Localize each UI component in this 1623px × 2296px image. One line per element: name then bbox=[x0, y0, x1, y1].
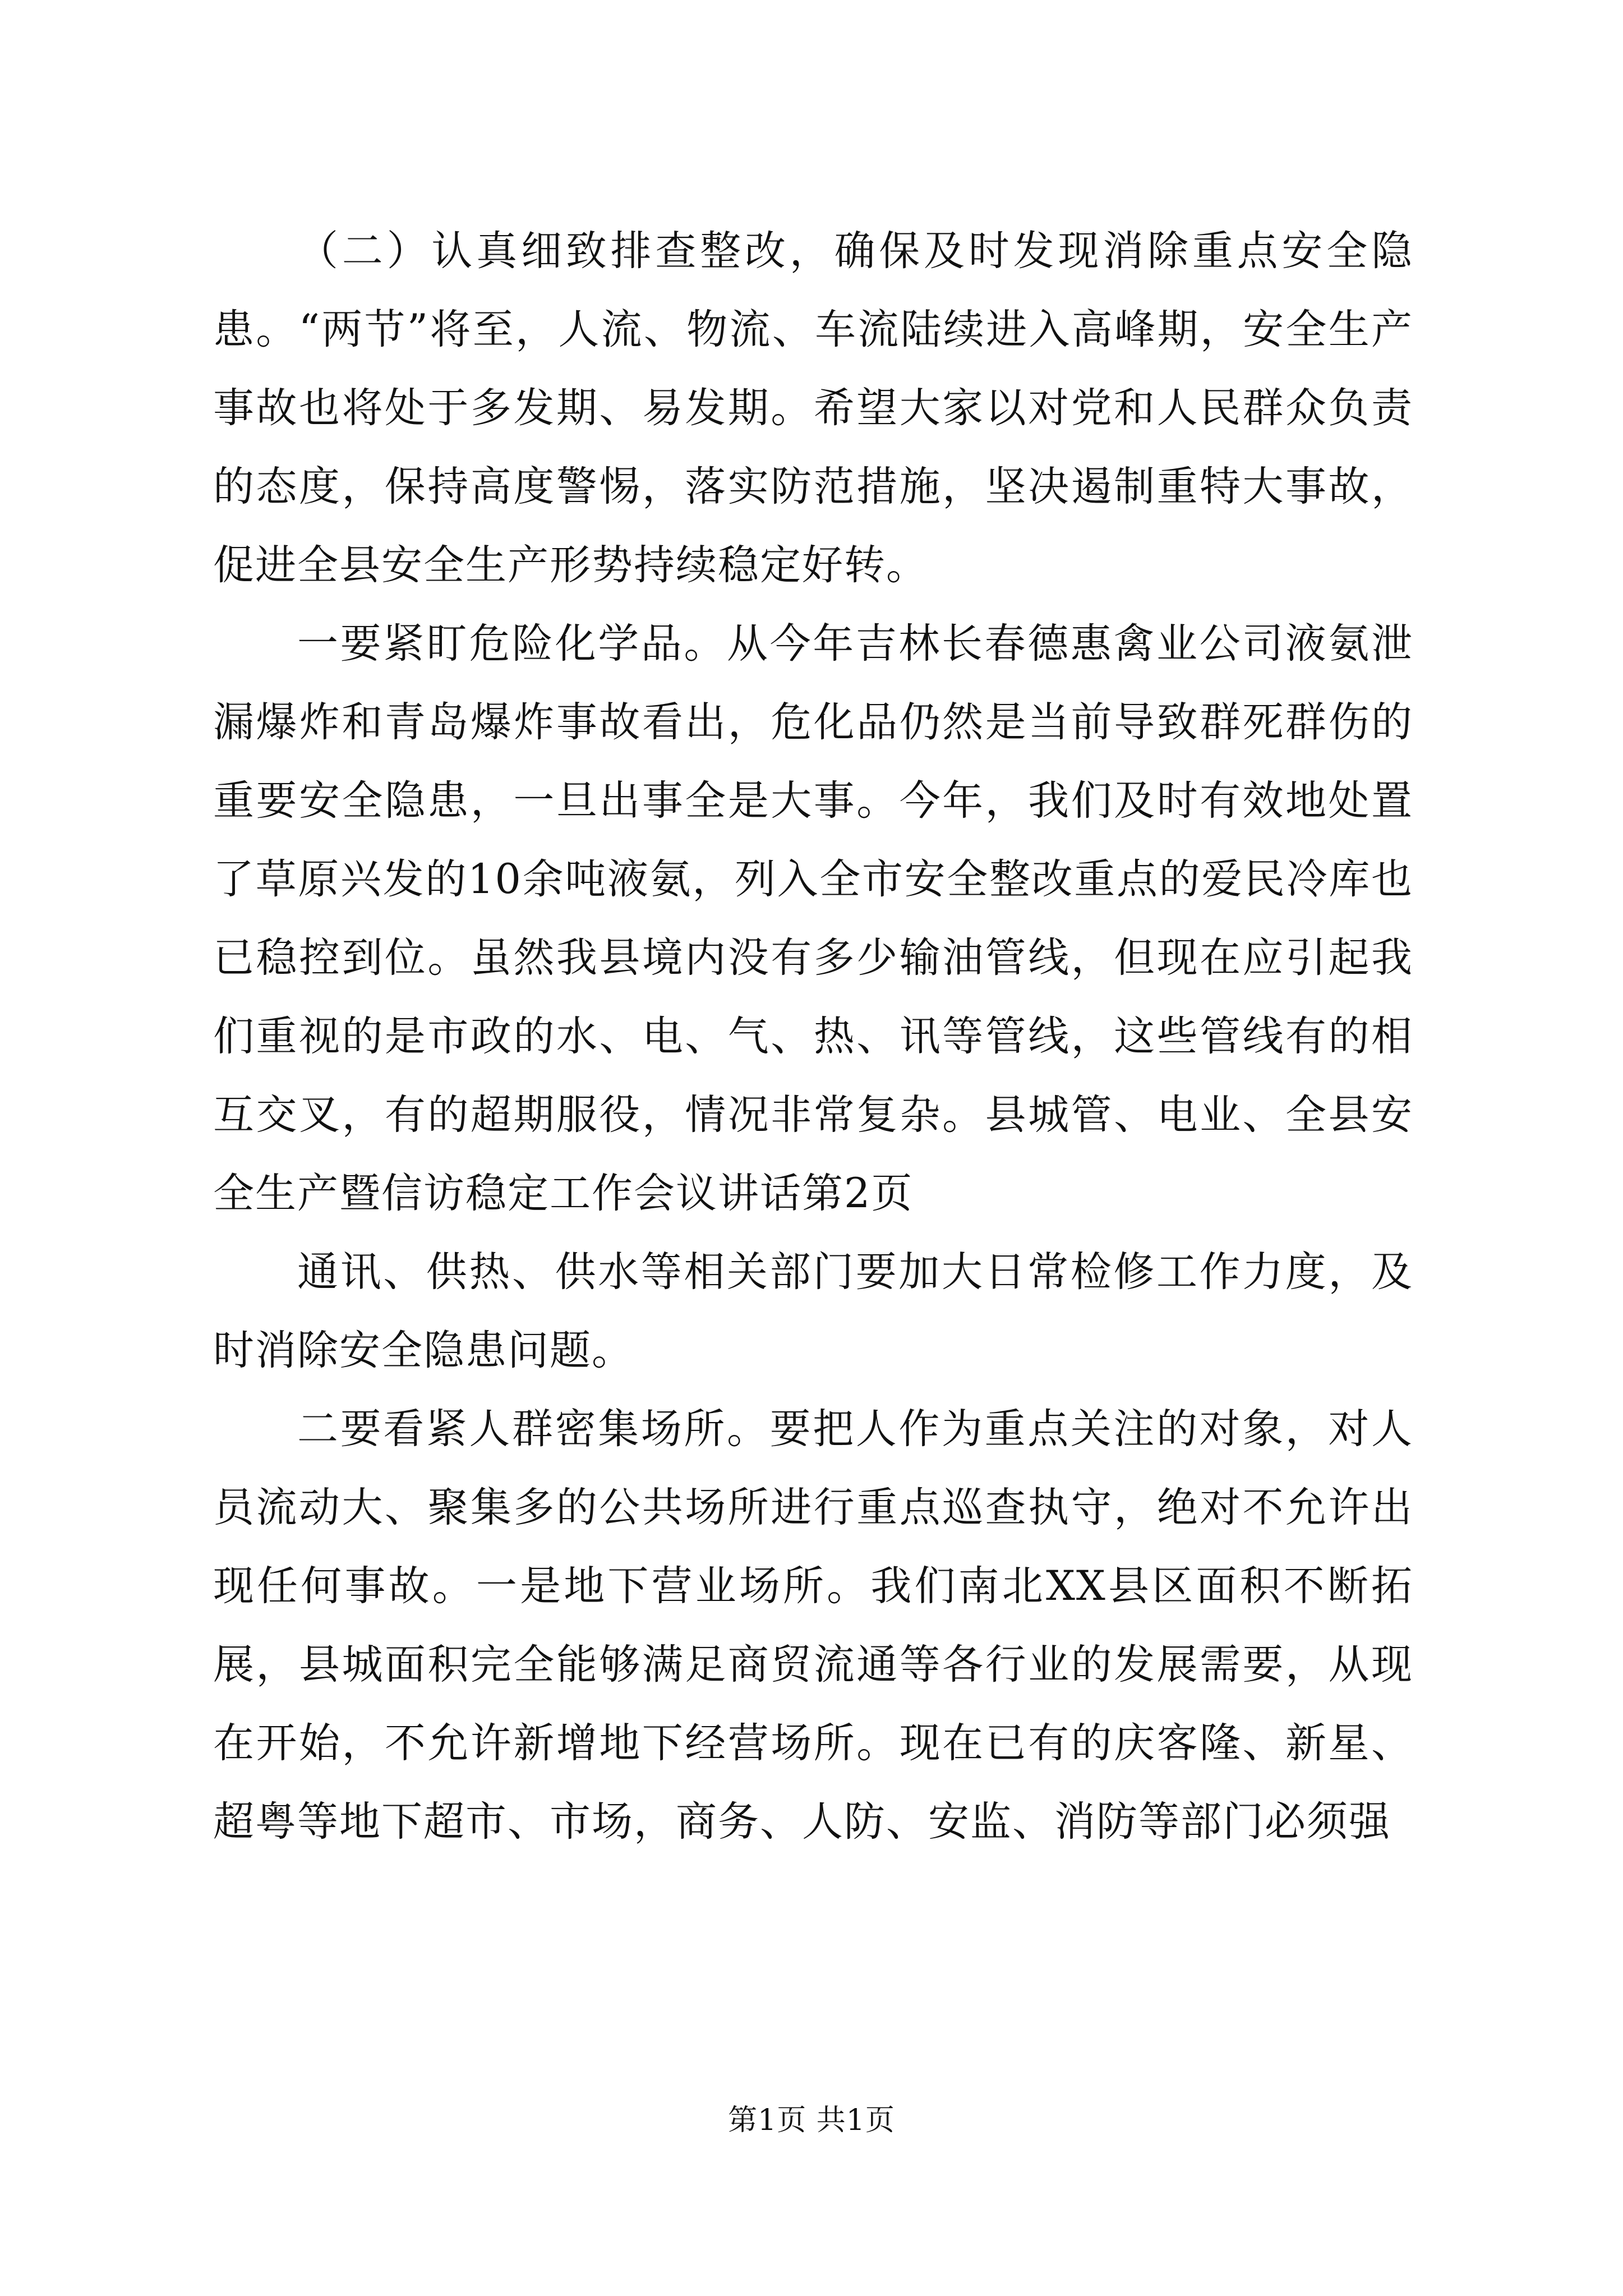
paragraph-3: 通讯、供热、供水等相关部门要加大日常检修工作力度，及时消除安全隐患问题。 bbox=[213, 1248, 1413, 1374]
paragraph-2: 一要紧盯危险化学品。从今年吉林长春德惠禽业公司液氨泄漏爆炸和青岛爆炸事故看出，危化品仍然是当前导致群死群伤的重要安全隐患，一旦出事全是大事。今年，我们及时有效地处置了草原兴发的10余吨液氨，列入全市安全整改重点的爱民冷库也已稳控到位。虽然我县境内没有多少输油管线，但现在应引起我们重视的是市政的水、电、气、热、讯等管线，这些管线有的相互交叉，有的超期服役，情况非常复杂。县城管、电业、全县安全生产暨信访稳定工作会议讲话第2页 bbox=[213, 620, 1413, 1217]
paragraph-1: （二）认真细致排查整改，确保及时发现消除重点安全隐患。“两节”将至，人流、物流、车流陆续进入高峰期，安全生产事故也将处于多发期、易发期。希望大家以对党和人民群众负责的态度，保持高度警惕，落实防范措施，坚决遏制重特大事故，促进全县安全生产形势持续稳定好转。 bbox=[213, 227, 1413, 589]
paragraph-4: 二要看紧人群密集场所。要把人作为重点关注的对象，对人员流动大、聚集多的公共场所进行重点巡查执守，绝对不允许出现任何事故。一是地下营业场所。我们南北XX县区面积不断拓展，县城面积完全能够满足商贸流通等各行业的发展需要，从现在开始，不允许新增地下经营场所。现在已有的庆客隆、新星、超粤等地下超市、市场，商务、人防、安监、消防等部门必须强 bbox=[213, 1405, 1413, 1846]
document-body bbox=[213, 212, 1413, 1861]
page-footer: 第1页 共1页 bbox=[728, 2104, 895, 2137]
